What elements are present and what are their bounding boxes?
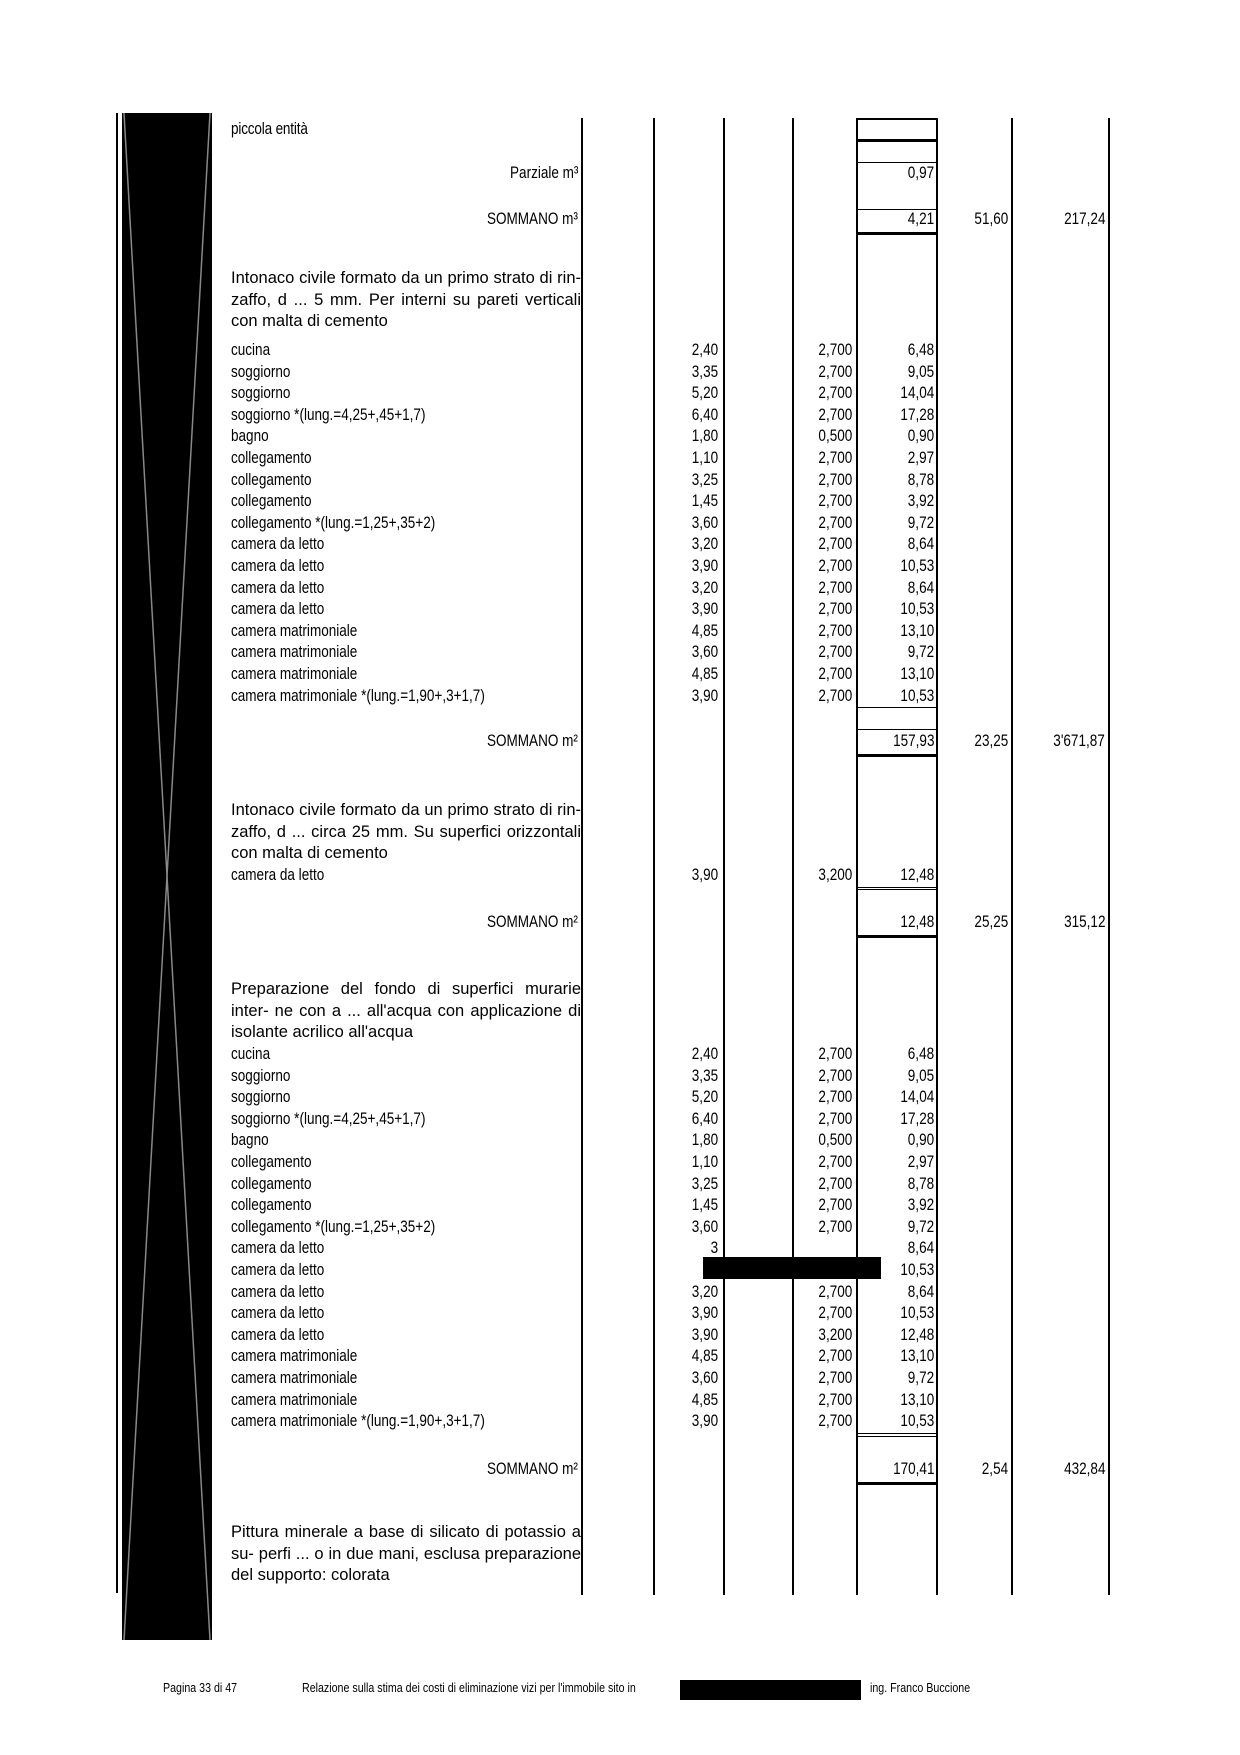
row-length: 3,60 xyxy=(691,1369,718,1387)
row-quantity: 14,04 xyxy=(900,1088,934,1107)
row-label: camera da letto xyxy=(231,557,325,575)
measure-row xyxy=(0,1282,1240,1304)
row-length: 3,90 xyxy=(691,866,718,884)
row-quantity: 10,53 xyxy=(900,686,934,705)
partial-quantity: 0,97 xyxy=(907,164,934,182)
sum-topline xyxy=(856,729,938,730)
sum-amount: 3'671,87 xyxy=(1053,732,1105,750)
row-length: 3,90 xyxy=(691,557,718,575)
row-quantity: 12,48 xyxy=(900,1325,934,1344)
row-quantity: 10,53 xyxy=(900,1412,934,1431)
row-height: 2,700 xyxy=(818,665,852,683)
measure-row xyxy=(0,1346,1240,1368)
row-label: camera da letto xyxy=(231,1261,325,1279)
quantity-underline xyxy=(856,887,938,888)
measure-row xyxy=(0,621,1240,643)
sum-amount: 432,84 xyxy=(1063,1460,1105,1478)
row-height: 2,700 xyxy=(818,1066,852,1085)
sum-bottomline xyxy=(856,232,938,235)
row-label: camera matrimoniale xyxy=(231,665,358,683)
row-label: collegamento xyxy=(231,492,312,511)
row-length: 3,20 xyxy=(691,535,718,554)
sum-price: 25,25 xyxy=(974,913,1008,931)
row-quantity: 9,05 xyxy=(907,362,934,381)
measure-row xyxy=(0,491,1240,513)
sum-price: 2,54 xyxy=(981,1460,1008,1478)
quantity-box-bottom xyxy=(856,139,938,142)
sum-quantity: 157,93 xyxy=(892,732,934,750)
measure-row xyxy=(0,534,1240,556)
measure-row xyxy=(0,1260,1240,1282)
row-length: 1,10 xyxy=(691,449,718,467)
row-label: camera matrimoniale *(lung.=1,90+,3+1,7) xyxy=(231,686,485,705)
row-length: 3,35 xyxy=(691,1066,718,1085)
row-length: 1,10 xyxy=(691,1153,718,1171)
row-height: 2,700 xyxy=(818,1196,852,1215)
row-length: 3,90 xyxy=(691,686,718,705)
measure-row xyxy=(0,1325,1240,1347)
row-quantity: 8,78 xyxy=(907,470,934,489)
measure-row xyxy=(0,1130,1240,1152)
row-label: soggiorno xyxy=(231,362,291,381)
row-length: 3,90 xyxy=(691,600,718,619)
measure-row xyxy=(0,1152,1240,1174)
measure-row xyxy=(0,1109,1240,1131)
row-length: 3 xyxy=(710,1239,718,1258)
item-description: Intonaco civile formato da un primo strato di rin- zaffo, d ... circa 25 mm. Su superfici orizzontali con malta di cemento xyxy=(231,801,581,863)
row-height: 2,700 xyxy=(818,1390,852,1409)
row-label: camera matrimoniale *(lung.=1,90+,3+1,7) xyxy=(231,1412,485,1431)
row-height: 2,700 xyxy=(818,557,852,575)
row-quantity: 9,72 xyxy=(907,513,934,532)
row-quantity: 17,28 xyxy=(900,405,934,424)
row-length: 1,80 xyxy=(691,427,718,446)
sum-topline xyxy=(856,889,938,890)
row-label: camera da letto xyxy=(231,1325,325,1344)
row-height: 2,700 xyxy=(818,600,852,619)
row-label: camera matrimoniale xyxy=(231,621,358,640)
row-label: soggiorno xyxy=(231,384,291,403)
measure-row xyxy=(0,865,1240,887)
row-label: collegamento xyxy=(231,470,312,489)
row-height: 2,700 xyxy=(818,621,852,640)
row-length: 6,40 xyxy=(691,1109,718,1128)
row-height: 2,700 xyxy=(818,1347,852,1366)
row-height: 2,700 xyxy=(818,470,852,489)
measure-row xyxy=(0,362,1240,384)
row-length: 4,85 xyxy=(691,1390,718,1409)
sum-bottomline xyxy=(856,935,938,938)
row-length: 5,20 xyxy=(691,1088,718,1107)
row-label: collegamento xyxy=(231,1174,312,1193)
row-height: 2,700 xyxy=(818,405,852,424)
quantity-underline xyxy=(856,1433,938,1434)
row-height: 2,700 xyxy=(818,1174,852,1193)
row-height: 2,700 xyxy=(818,535,852,554)
row-quantity: 10,53 xyxy=(900,557,934,575)
row-quantity: 0,90 xyxy=(907,1131,934,1150)
sum-bottomline xyxy=(856,754,938,757)
row-height: 2,700 xyxy=(818,362,852,381)
row-length: 3,60 xyxy=(691,513,718,532)
sum-amount: 217,24 xyxy=(1063,210,1105,228)
row-height: 2,700 xyxy=(818,1088,852,1107)
row-quantity: 14,04 xyxy=(900,384,934,403)
row-length: 4,85 xyxy=(691,665,718,683)
row-label: camera matrimoniale xyxy=(231,1347,358,1366)
row-quantity: 9,05 xyxy=(907,1066,934,1085)
row-height: 0,500 xyxy=(818,427,852,446)
row-label: camera da letto xyxy=(231,600,325,619)
row-label: collegamento xyxy=(231,1196,312,1215)
row-length: 3,20 xyxy=(691,578,718,597)
measure-row xyxy=(0,405,1240,427)
row-quantity: 13,10 xyxy=(900,1347,934,1366)
row-label: cucina xyxy=(231,341,271,359)
row-quantity: 8,78 xyxy=(907,1174,934,1193)
row-label: cucina xyxy=(231,1045,271,1063)
row-quantity: 9,72 xyxy=(907,1217,934,1236)
row-label: soggiorno xyxy=(231,1088,291,1107)
row-quantity: 3,92 xyxy=(907,492,934,511)
row-length: 2,40 xyxy=(691,341,718,359)
measure-row xyxy=(0,1174,1240,1196)
row-length: 3,90 xyxy=(691,1412,718,1431)
row-height: 3,200 xyxy=(818,866,852,884)
row-quantity: 10,53 xyxy=(900,1261,934,1279)
row-height: 3,200 xyxy=(818,1325,852,1344)
quantity-underline xyxy=(856,707,938,708)
row-label: camera matrimoniale xyxy=(231,1369,358,1387)
row-quantity: 8,64 xyxy=(907,578,934,597)
sum-topline xyxy=(856,1436,938,1437)
row-label: collegamento xyxy=(231,449,312,467)
footer-redaction xyxy=(680,1680,861,1700)
measure-row xyxy=(0,686,1240,708)
row-length: 4,85 xyxy=(691,1347,718,1366)
measure-row xyxy=(0,1195,1240,1217)
row-text: piccola entità xyxy=(231,120,308,138)
row-height: 2,700 xyxy=(818,578,852,597)
row-height: 2,700 xyxy=(818,384,852,403)
row-label: camera da letto xyxy=(231,1282,325,1301)
row-height: 0,500 xyxy=(818,1131,852,1150)
row-length: 5,20 xyxy=(691,384,718,403)
row-height: 2,700 xyxy=(818,686,852,705)
quantity-box-top xyxy=(856,118,938,120)
row-height: 2,700 xyxy=(818,1045,852,1063)
measure-row xyxy=(0,1066,1240,1088)
measure-row xyxy=(0,448,1240,470)
row-height: 2,700 xyxy=(818,1412,852,1431)
row-label: soggiorno xyxy=(231,1066,291,1085)
measure-row xyxy=(0,470,1240,492)
row-quantity: 2,97 xyxy=(907,449,934,467)
row-height: 2,700 xyxy=(818,1282,852,1301)
row-length: 3,90 xyxy=(691,1325,718,1344)
measure-row xyxy=(0,1390,1240,1412)
row-height: 2,700 xyxy=(818,1109,852,1128)
row-quantity: 2,97 xyxy=(907,1153,934,1171)
row-quantity: 0,90 xyxy=(907,427,934,446)
measure-row xyxy=(0,1044,1240,1066)
sum-label: SOMMANO m² xyxy=(487,913,578,931)
row-quantity: 13,10 xyxy=(900,1390,934,1409)
row-label: collegamento xyxy=(231,1153,312,1171)
row-quantity: 10,53 xyxy=(900,600,934,619)
sum-label: SOMMANO m² xyxy=(487,732,578,750)
row-quantity: 8,64 xyxy=(907,1282,934,1301)
sum-price: 51,60 xyxy=(974,210,1008,228)
measure-row xyxy=(0,1087,1240,1109)
row-label: camera da letto xyxy=(231,535,325,554)
row-length: 3,35 xyxy=(691,362,718,381)
measure-row xyxy=(0,1217,1240,1239)
row-quantity: 9,72 xyxy=(907,643,934,662)
footer-report-title: Relazione sulla stima dei costi di eliminazione vizi per l'immobile sito in xyxy=(302,1680,636,1695)
measure-row xyxy=(0,513,1240,535)
measure-row xyxy=(0,1238,1240,1260)
row-label: camera da letto xyxy=(231,866,325,884)
item-description: Pittura minerale a base di silicato di potassio a su- perfi ... o in due mani, esclusa preparazione del supporto: colorata xyxy=(231,1523,581,1585)
row-height: 2,700 xyxy=(818,1153,852,1171)
measure-row xyxy=(0,578,1240,600)
partial-label: Parziale m³ xyxy=(509,164,578,182)
row-length: 3,20 xyxy=(691,1282,718,1301)
sum-bottomline xyxy=(856,1482,938,1485)
sum-amount: 315,12 xyxy=(1063,913,1105,931)
row-height: 2,700 xyxy=(818,1369,852,1387)
row-length: 1,80 xyxy=(691,1131,718,1150)
row-label: collegamento *(lung.=1,25+,35+2) xyxy=(231,1217,436,1236)
measure-row xyxy=(0,1303,1240,1325)
measure-row xyxy=(0,1368,1240,1390)
measure-row xyxy=(0,664,1240,686)
row-length: 1,45 xyxy=(691,1196,718,1215)
sum-quantity: 4,21 xyxy=(907,210,934,228)
measure-row xyxy=(0,426,1240,448)
row-quantity: 6,48 xyxy=(907,1045,934,1063)
row-length: 1,45 xyxy=(691,492,718,511)
row-length: 6,40 xyxy=(691,405,718,424)
measure-row xyxy=(0,340,1240,362)
row-quantity: 3,92 xyxy=(907,1196,934,1215)
row-quantity: 6,48 xyxy=(907,341,934,359)
row-label: camera matrimoniale xyxy=(231,643,358,662)
sum-label: SOMMANO m² xyxy=(487,1460,578,1478)
row-quantity: 9,72 xyxy=(907,1369,934,1387)
row-label: camera da letto xyxy=(231,578,325,597)
row-quantity: 17,28 xyxy=(900,1109,934,1128)
row-length: 3,25 xyxy=(691,1174,718,1193)
row-height: 2,700 xyxy=(818,341,852,359)
row-length: 3,25 xyxy=(691,470,718,489)
row-label: camera da letto xyxy=(231,1239,325,1258)
row-quantity: 8,64 xyxy=(907,1239,934,1258)
row-height: 2,700 xyxy=(818,449,852,467)
measure-row xyxy=(0,383,1240,405)
item-description: Preparazione del fondo di superfici murarie inter- ne con a ... all'acqua con applicazione di isolante acrilico all'acqua xyxy=(231,980,581,1042)
row-length: 2,40 xyxy=(691,1045,718,1063)
row-label: camera matrimoniale xyxy=(231,1390,358,1409)
sum-quantity: 12,48 xyxy=(900,913,934,931)
row-quantity: 8,64 xyxy=(907,535,934,554)
row-length: 3,60 xyxy=(691,1217,718,1236)
row-length: 3,90 xyxy=(691,1304,718,1323)
row-label: bagno xyxy=(231,427,269,446)
measure-row xyxy=(0,599,1240,621)
row-quantity: 12,48 xyxy=(900,866,934,884)
row-length: 3,60 xyxy=(691,643,718,662)
row-label: soggiorno *(lung.=4,25+,45+1,7) xyxy=(231,405,426,424)
row-quantity: 13,10 xyxy=(900,665,934,683)
row-label: bagno xyxy=(231,1131,269,1150)
measure-row xyxy=(0,556,1240,578)
row-height: 2,700 xyxy=(818,1304,852,1323)
footer-page-number: Pagina 33 di 47 xyxy=(163,1680,238,1695)
footer-author: ing. Franco Buccione xyxy=(870,1680,971,1695)
redaction-block xyxy=(703,1257,881,1279)
row-label: collegamento *(lung.=1,25+,35+2) xyxy=(231,513,436,532)
sum-price: 23,25 xyxy=(974,732,1008,750)
item-description: Intonaco civile formato da un primo strato di rin- zaffo, d ... 5 mm. Per interni su pareti verticali con malta di cemento xyxy=(231,269,581,331)
row-height: 2,700 xyxy=(818,1217,852,1236)
row-quantity: 13,10 xyxy=(900,621,934,640)
row-quantity: 10,53 xyxy=(900,1304,934,1323)
sum-quantity: 170,41 xyxy=(892,1460,934,1478)
measure-row xyxy=(0,642,1240,664)
measure-row xyxy=(0,1411,1240,1433)
row-label: camera da letto xyxy=(231,1304,325,1323)
row-height: 2,700 xyxy=(818,513,852,532)
sum-label: SOMMANO m³ xyxy=(487,210,578,228)
row-height: 2,700 xyxy=(818,492,852,511)
row-label: soggiorno *(lung.=4,25+,45+1,7) xyxy=(231,1109,426,1128)
row-length: 4,85 xyxy=(691,621,718,640)
row-height: 2,700 xyxy=(818,643,852,662)
